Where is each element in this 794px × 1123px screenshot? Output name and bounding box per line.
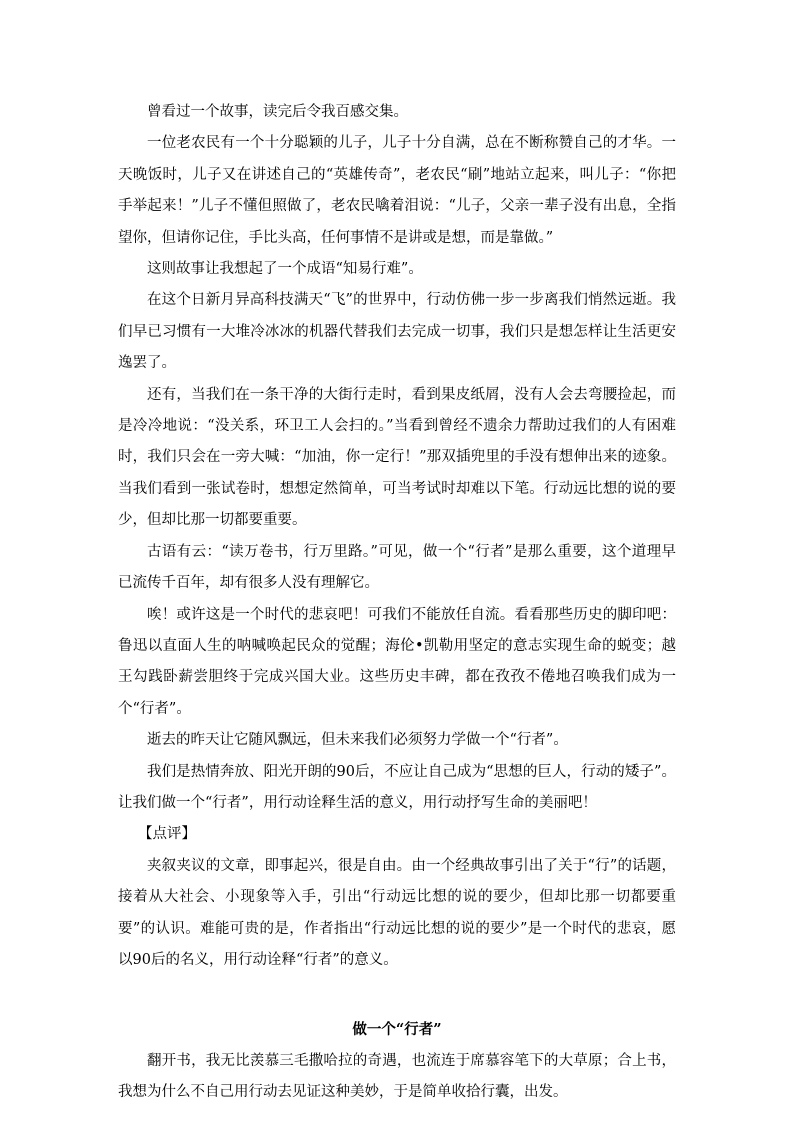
comment-label: 【点评】 bbox=[138, 826, 196, 843]
essay-paragraph: 曾看过一个故事，读完后令我百感交集。 bbox=[147, 104, 408, 120]
essay-paragraph: 我们是热情奔放、阳光开朗的90后，不应让自己成为“思想的巨人，行动的矮子”。让我们做一个“行者”，用行动诠释生活的意义，用行动抒写生命的美丽吧！ bbox=[118, 763, 676, 811]
essay-paragraph: 古语有云：“读万卷书，行万里路。”可见，做一个“行者”是那么重要，这个道理早已流传千百年，却有很多人没有理解它。 bbox=[118, 543, 676, 592]
essay-paragraph: 逝去的昨天让它随风飘远，但未来我们必须努力学做一个“行者”。 bbox=[147, 732, 568, 749]
essay-paragraph: 唉！或许这是一个时代的悲哀吧！可我们不能放任自流。看看那些历史的脚印吧：鲁迅以直面人生的呐喊唤起民众的觉醒；海伦•凯勒用坚定的意志实现生命的蜕变；越王勾践卧薪尝胆终于完成兴国大业。这些历史丰碑，都在孜孜不倦地召唤我们成为一个“行者”。 bbox=[118, 606, 676, 717]
essay-paragraph: 一位老农民有一个十分聪颖的儿子，儿子十分自满，总在不断称赞自己的才华。一天晚饭时，儿子又在讲述自己的“英雄传奇”，老农民“刷”地站立起来，叫儿子：“你把手举起来！”儿子不懂但照做了，老农民噙着泪说：“儿子，父亲一辈子没有出息，全指望你，但请你记住，手比头高，任何事情不是讲或是想，而是靠做。” bbox=[118, 135, 676, 246]
essay-paragraph: 在这个日新月异高科技满天“飞”的世界中，行动仿佛一步一步离我们悄然远逝。我们早已习惯有一大堆冷冰冰的机器代替我们去完成一切事，我们只是想怎样让生活更安逸罢了。 bbox=[118, 292, 676, 372]
comment-paragraph: 夹叙夹议的文章，即事起兴，很是自由。由一个经典故事引出了关于“行”的话题，接着从大社会、小现象等入手，引出“行动远比想的说的要少，但却比那一切都要重要”的认识。难能可贵的是，作者指出“行动远比想的说的要少”是一个时代的悲哀，愿以90后的名义，用行动诠释“行者”的意义。 bbox=[118, 857, 676, 968]
essay-title: 做一个“行者” bbox=[352, 1021, 442, 1039]
essay-paragraph: 还有，当我们在一条干净的大街行走时，看到果皮纸屑，没有人会去弯腰捡起，而是冷冷地说：“没关系，环卫工人会扫的。”当看到曾经不遗余力帮助过我们的人有困难时，我们只会在一旁大喊：“加油，你一定行！”那双插兜里的手没有想伸出来的迹象。当我们看到一张试卷时，想想定然简单，可当考试时却难以下笔。行动远比想的说的要少，但却比那一切都要重要。 bbox=[118, 386, 676, 529]
essay-paragraph: 这则故事让我想起了一个成语“知易行难”。 bbox=[147, 261, 423, 278]
essay-paragraph: 翻开书，我无比羡慕三毛撒哈拉的奇遇，也流连于席慕容笔下的大草原；合上书，我想为什么不自己用行动去见证这种美妙，于是简单收拾行囊，出发。 bbox=[118, 1052, 676, 1101]
